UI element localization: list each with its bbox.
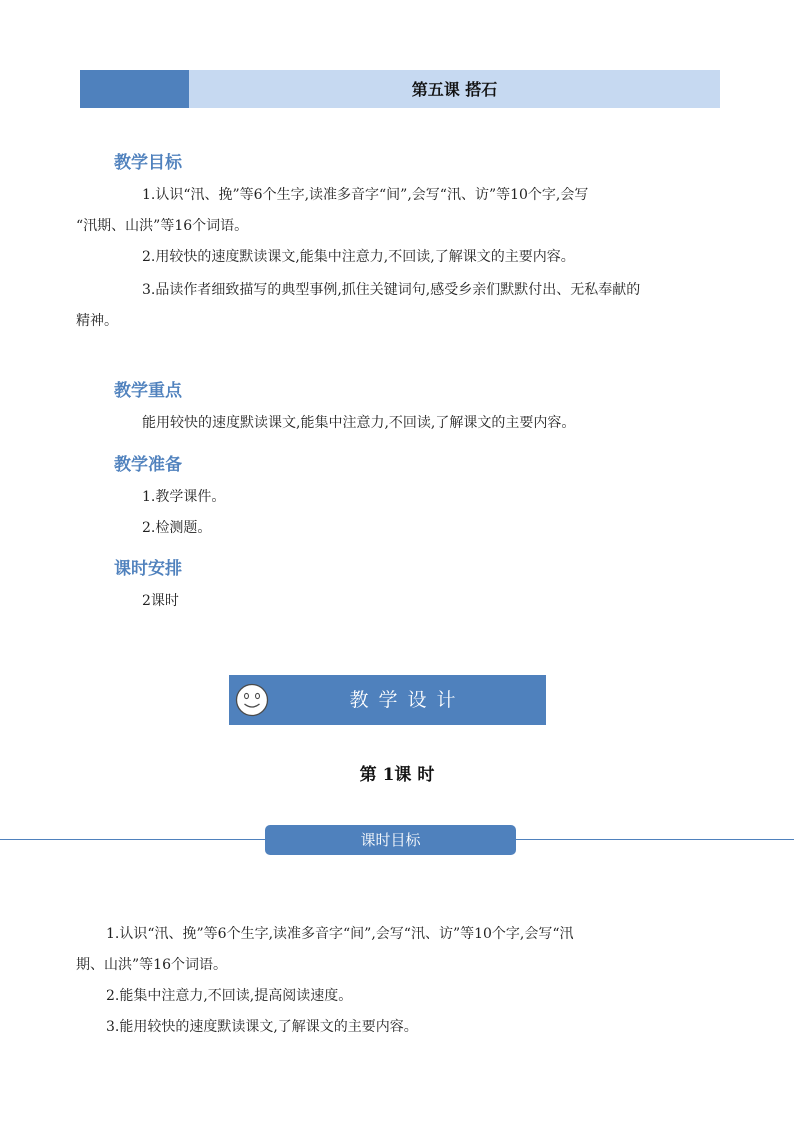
period-goals-pill: 课时目标 (265, 825, 516, 855)
period-goal-line-3: 3.能用较快的速度默读课文,了解课文的主要内容。 (106, 1019, 418, 1035)
period-title: 第 1课 时 (359, 765, 435, 785)
smiley-face-icon (235, 683, 269, 717)
focus-line-1: 能用较快的速度默读课文,能集中注意力,不回读,了解课文的主要内容。 (142, 415, 576, 431)
schedule-line-1: 2课时 (142, 593, 179, 609)
prep-heading: 教学准备 (114, 455, 182, 475)
period-goal-line-1b: 期、山洪”等16个词语。 (76, 957, 227, 973)
goals-heading: 教学目标 (114, 153, 182, 173)
goal-line-2: 2.用较快的速度默读课文,能集中注意力,不回读,了解课文的主要内容。 (142, 249, 575, 265)
title-accent-block (80, 70, 189, 108)
prep-line-1: 1.教学课件。 (142, 489, 226, 505)
period-goal-line-1a: 1.认识“汛、挽”等6个生字,读准多音字“间”,会写“汛、访”等10个字,会写“汛 (106, 926, 574, 942)
goal-line-1b: “汛期、山洪”等16个词语。 (76, 218, 249, 234)
lesson-title-bar (80, 70, 720, 108)
focus-heading: 教学重点 (114, 381, 182, 401)
lesson-title: 第五课 搭石 (411, 80, 498, 99)
design-banner (229, 675, 546, 725)
schedule-heading: 课时安排 (114, 559, 182, 579)
goal-line-1a: 1.认识“汛、挽”等6个生字,读准多音字“间”,会写“汛、访”等10个字,会写 (142, 187, 589, 203)
goal-line-3a: 3.品读作者细致描写的典型事例,抓住关键词句,感受乡亲们默默付出、无私奉献的 (142, 282, 641, 298)
design-banner-label: 教学设计 (349, 689, 466, 711)
period-goal-line-2: 2.能集中注意力,不回读,提高阅读速度。 (106, 988, 353, 1004)
prep-line-2: 2.检测题。 (142, 520, 212, 536)
goal-line-3b: 精神。 (76, 313, 118, 329)
